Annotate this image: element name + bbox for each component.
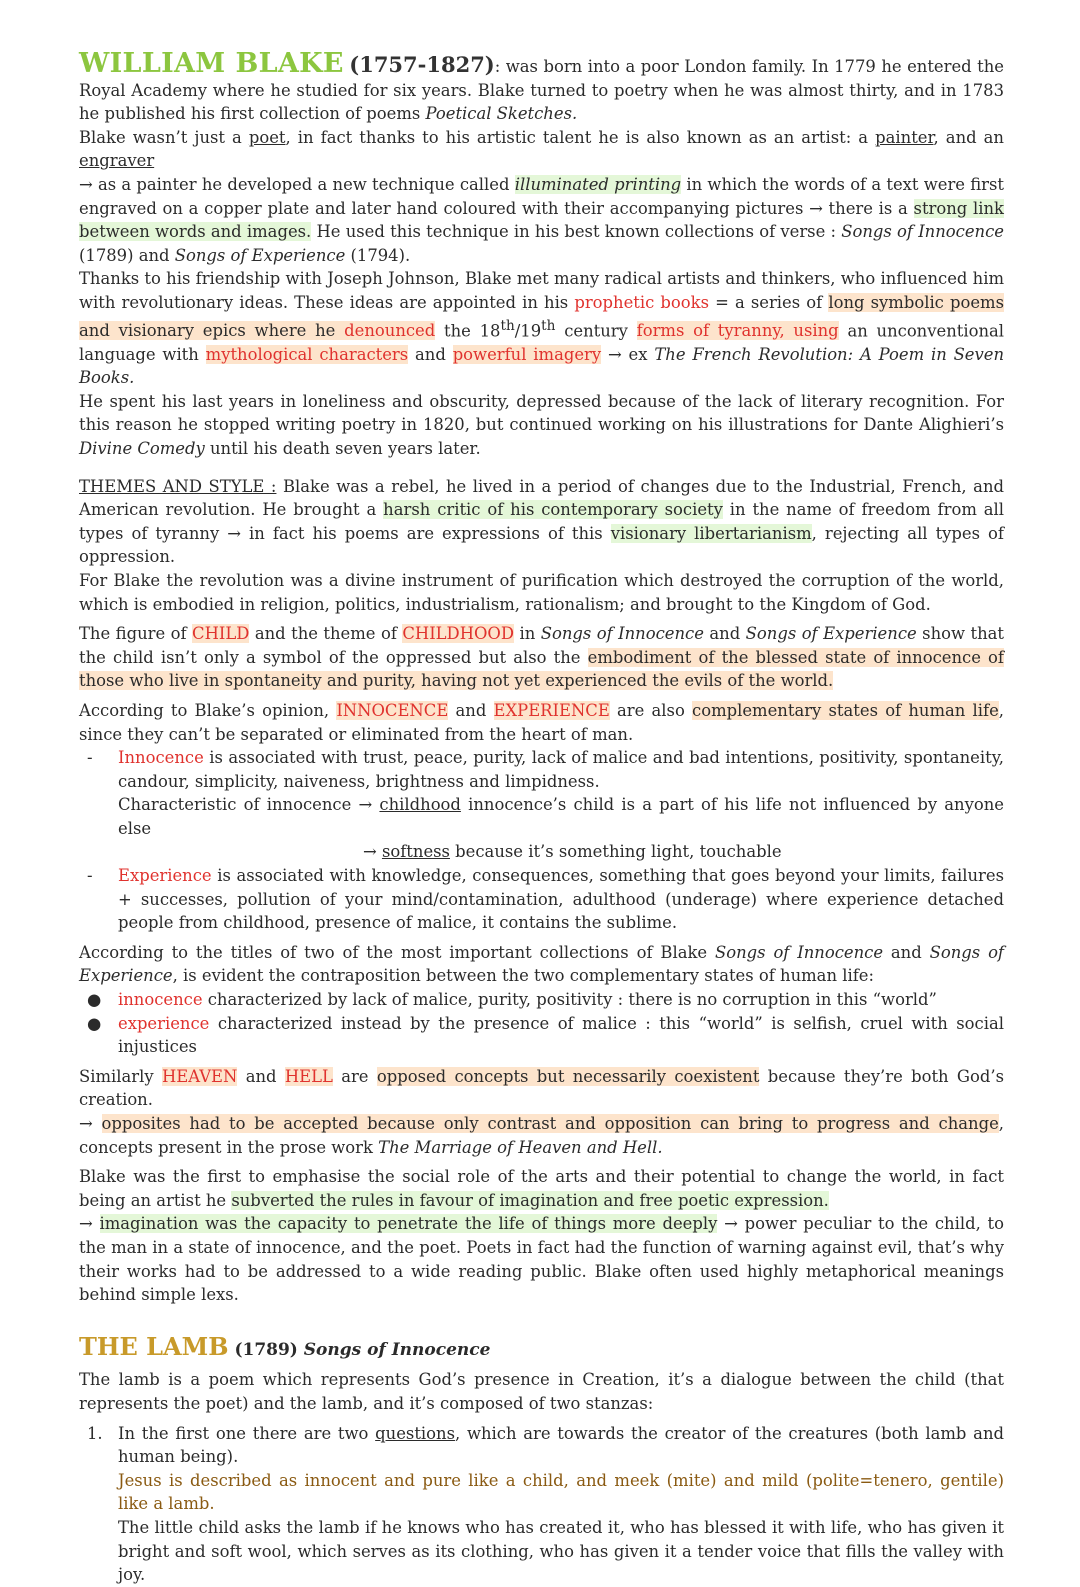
superscript: th	[541, 317, 556, 334]
poetical-sketches: Poetical Sketches.	[425, 104, 578, 124]
text: are also	[609, 700, 693, 720]
text: → ex	[601, 344, 655, 364]
innocence-label: innocence	[118, 990, 203, 1010]
songs-of-experience: Songs of Experience	[174, 245, 346, 265]
text: Similarly	[79, 1066, 162, 1086]
hell-word: HELL	[284, 1066, 333, 1086]
visionary-libertarianism: visionary libertarianism	[610, 523, 812, 543]
text: , in fact thanks to his artistic talent he is also known as an artist: a	[285, 127, 876, 147]
themes-paragraph	[79, 475, 1004, 569]
text: and	[237, 1066, 285, 1086]
bullet-list	[79, 988, 1004, 1059]
text: According to Blake’s opinion,	[79, 700, 337, 720]
heaven-hell-paragraph	[79, 1065, 1004, 1159]
text: show that the child isn’t only a symbol of the oppressed but also the	[79, 624, 1004, 667]
heaven-word: HEAVEN	[161, 1066, 238, 1086]
prophetic-books: prophetic books	[574, 292, 709, 312]
text: (1794).	[345, 245, 411, 265]
text: because they’re both God’s creation.	[79, 1066, 1004, 1110]
subverted-highlight: subverted the rules in favour of imagination and free poetic expression.	[231, 1190, 829, 1210]
text: , concepts present in the prose work	[79, 1114, 1004, 1157]
denounced-word: denounced	[344, 321, 436, 340]
page-title: WILLIAM BLAKE	[79, 48, 344, 79]
complementary-paragraph	[79, 699, 1004, 746]
title-dates: (1757-1827)	[349, 52, 495, 77]
childhood-word: CHILDHOOD	[402, 624, 515, 644]
text: Thanks to his friendship with Joseph Johnson, Blake met many radical artists and thinkers, who influenced him with revolutionary ideas. These ideas are appointed in his	[79, 269, 1004, 312]
jesus-description: Jesus is described as innocent and pure like a child, and meek (mite) and mild (polite=tenero, gentile) like a lamb.	[118, 1470, 1004, 1514]
superscript: th	[500, 317, 515, 334]
text: characterized instead by the presence of malice : this “world” is selfish, cruel with social injustices	[118, 1013, 1004, 1057]
songs-of-experience: Songs of Experience	[745, 624, 917, 644]
text: , which are towards the creator of the creatures (both lamb and human being).	[118, 1423, 1004, 1467]
list-item: ● innocence characterized by lack of malice, purity, positivity : there is no corruption in this “world”	[87, 990, 937, 1010]
imagination-paragraph	[79, 1165, 1004, 1307]
text: According to the titles of two of the most important collections of Blake	[79, 942, 715, 962]
text: innocence’s child is a part of his life not influenced by anyone else	[118, 795, 1004, 838]
text: and	[703, 624, 746, 644]
text: , since they can’t be separated or eliminated from the heart of man.	[79, 700, 1004, 744]
text: →	[79, 1214, 100, 1234]
engraver-word: engraver	[79, 151, 155, 171]
experience-label: Experience	[118, 866, 212, 886]
text: in which the words of a text were first engraved on a copper plate and later hand coloured with their accompanying pictures → there is a	[79, 174, 1005, 218]
text: is associated with knowledge, consequences, something that goes beyond your limits, failures + successes, pollution of your mind/contamination, adulthood (underage) where experience detached people from childhood, presence of malice, it contains the sublime.	[118, 866, 1004, 933]
text: →	[363, 842, 382, 862]
list-number: 1.	[87, 1423, 103, 1443]
innocence-word: INNOCENCE	[336, 700, 449, 720]
imagination-highlight: imagination was the capacity to penetrate the life of things more deeply	[99, 1214, 718, 1234]
document-page	[79, 48, 1005, 1587]
forms-of-tyranny: forms of tyranny, using	[636, 321, 839, 340]
text: characterized by lack of malice, purity, positivity : there is no corruption in this “world”	[202, 990, 937, 1010]
list-item	[79, 1422, 1004, 1587]
opposed-highlight: opposed concepts but necessarily coexistent	[376, 1066, 760, 1086]
lamb-collection: Songs of Innocence	[303, 1339, 491, 1360]
text: an unconventional language with	[79, 321, 1005, 364]
lamb-intro: The lamb is a poem which represents God’s presence in Creation, it’s a dialogue between the child (that represents the poet) and the lamb, and it’s composed of two stanzas:	[79, 1370, 1004, 1413]
softness-underline: softness	[381, 842, 450, 862]
text: until his death seven years later.	[204, 438, 481, 458]
prophetic-paragraph	[79, 267, 1004, 389]
text: →	[79, 1114, 102, 1133]
child-asks: The little child asks the lamb if he knows who has created it, who has blessed it with life, who has given it bright and soft wool, which serves as its clothing, who has given it a tender voice that fills the valley with joy.	[118, 1517, 1004, 1585]
text: /19	[514, 321, 542, 340]
intro-text: : was born into a poor London family. In 1779 he entered the Royal Academy where he studied for six years. Blake turned to poetry when he was almost thirty, and in 1783 he published his first collection of poems	[79, 57, 1004, 124]
child-paragraph	[79, 622, 1004, 693]
list-item: - Innocence is associated with trust, peace, purity, lack of malice and bad intentions, positivity, spontaneity, candour, simplicity, naiveness, brightness and limpidness. Characteristic of innocence → childhood innocence’s child is a part of his life not influenced by anyone else → softness because it’s something light, touchable	[87, 748, 1004, 862]
text: , rejecting all types of oppression.	[79, 523, 1004, 567]
questions-underline: questions	[375, 1423, 455, 1443]
text: , and an	[933, 127, 1004, 147]
illuminated-printing: illuminated printing	[514, 174, 682, 194]
divine-comedy: Divine Comedy	[79, 438, 205, 458]
lamb-date: (1789)	[228, 1339, 304, 1360]
revolution-paragraph: For Blake the revolution was a divine instrument of purification which destroyed the corruption of the world, which is embodied in religion, politics, industrialism, rationalism; and brought to the Kingdom of God.	[79, 570, 1004, 614]
dash-list	[79, 746, 1004, 935]
text: The figure of	[79, 624, 193, 644]
last-years-paragraph	[79, 390, 1004, 461]
text: and the theme of	[249, 624, 403, 644]
powerful-imagery: powerful imagery	[452, 344, 602, 364]
songs-of-innocence: Songs of Innocence	[540, 624, 704, 644]
intro-paragraph	[79, 48, 1004, 126]
text: and	[883, 942, 930, 962]
long-poems-highlight: long symbolic poems and visionary epics where he	[79, 292, 1004, 340]
list-item: ● experience characterized instead by the presence of malice : this “world” is selfish, cruel with social injustices	[87, 1013, 1004, 1057]
french-revolution-title: The French Revolution: A Poem in Seven Books.	[79, 344, 1005, 388]
songs-of-experience: Songs of Experience	[79, 942, 1004, 986]
embodiment-highlight: embodiment of the blessed state of innocence of those who live in spontaneity and purity, having not yet experienced the evils of the world.	[79, 647, 1004, 691]
songs-of-innocence: Songs of Innocence	[841, 222, 1004, 242]
harsh-critic-highlight: harsh critic of his contemporary society	[383, 500, 723, 520]
text: Blake was the first to emphasise the social role of the arts and their potential to change the world, in fact being an artist he	[79, 1167, 1004, 1210]
text: and	[448, 700, 494, 720]
text: (1789) and	[79, 245, 175, 265]
lamb-title: THE LAMB	[79, 1331, 229, 1361]
text: In the first one there are two	[118, 1423, 376, 1443]
poet-word: poet	[248, 127, 286, 147]
text: → as a painter he developed a new technique called	[79, 174, 515, 194]
text: He spent his last years in loneliness and obscurity, depressed because of the lack of literary recognition. For this reason he stopped writing poetry in 1820, but continued working on his illustrations for Dante Alighieri’s	[79, 391, 1004, 435]
text: century	[555, 321, 637, 340]
lamb-heading	[79, 1331, 1004, 1363]
text: in the name of freedom from all types of tyranny → in fact his poems are expressions of this	[79, 500, 1005, 543]
innocence-label: Innocence	[118, 748, 204, 768]
text: and	[408, 344, 453, 364]
text: because it’s something light, touchable	[449, 842, 782, 862]
opposites-highlight: opposites had to be accepted because only contrast and opposition can bring to progress and change	[101, 1114, 999, 1133]
marriage-title: The Marriage of Heaven and Hell.	[378, 1137, 663, 1157]
text: Blake wasn’t just a	[79, 127, 249, 147]
complementary-highlight: complementary states of human life	[692, 700, 999, 720]
painter-word: painter	[875, 127, 934, 147]
text: , is evident the contraposition between the two complementary states of human life:	[172, 966, 874, 986]
contraposition-paragraph	[79, 941, 1004, 988]
mythological-characters: mythological characters	[205, 344, 409, 364]
artist-paragraph	[79, 126, 1004, 173]
text: Characteristic of innocence →	[118, 795, 380, 815]
childhood-underline: childhood	[379, 795, 461, 815]
text: in	[514, 624, 541, 644]
text: the 18	[435, 321, 501, 340]
child-word: CHILD	[192, 624, 250, 644]
themes-heading: THEMES AND STYLE :	[79, 476, 277, 496]
lamb-list	[79, 1422, 1004, 1587]
text: are	[332, 1066, 377, 1086]
songs-of-innocence: Songs of Innocence	[715, 942, 884, 962]
experience-label: experience	[118, 1013, 210, 1033]
text: → power peculiar to the child, to the man in a state of innocence, and the poet. Poets in fact had the function of warning against evil, that’s why their works had to be addressed to a wide reading public. Blake often used highly metaphorical meanings behind simple lexs.	[79, 1214, 1005, 1305]
text: = a series of	[709, 292, 829, 312]
illuminated-paragraph	[79, 173, 1004, 267]
list-item: - Experience is associated with knowledge, consequences, something that goes beyond your limits, failures + successes, pollution of your mind/contamination, adulthood (underage) where experience detached people from childhood, presence of malice, it contains the sublime.	[87, 866, 1004, 933]
strong-link-highlight: strong link between words and images.	[79, 198, 1004, 242]
text: He used this technique in his best known collections of verse :	[311, 222, 842, 242]
text: Blake was a rebel, he lived in a period of changes due to the Industrial, French, and American revolution. He brought a	[79, 476, 1004, 520]
experience-word: EXPERIENCE	[493, 700, 610, 720]
text: is associated with trust, peace, purity, lack of malice and bad intentions, positivity, spontaneity, candour, simplicity, naiveness, brightness and limpidness.	[118, 748, 1004, 791]
